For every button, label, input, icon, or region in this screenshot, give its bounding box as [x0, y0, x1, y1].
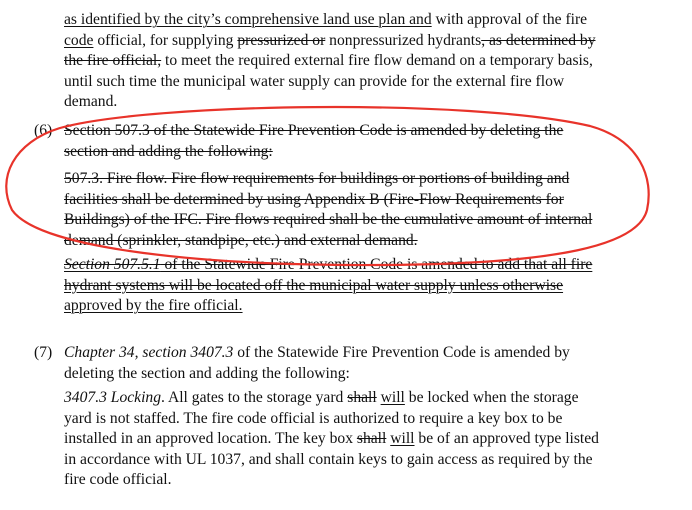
item-6-added-section	[64, 255, 674, 317]
text: to meet the required external fire flow demand on a temporary basis,	[161, 52, 593, 69]
section-line-4: in accordance with UL 1037, and shall contain keys to gain access as required by the	[64, 450, 593, 468]
deleted-line-3: Buildings) of the IFC. Fire flows required shall be the cumulative amount of internal	[64, 211, 593, 228]
intro-line-5: demand.	[64, 93, 118, 110]
text: installed in an approved location. The key box	[64, 430, 357, 447]
text: official, for supplying	[93, 31, 238, 49]
heading-line-2: deleting the section and adding the following:	[64, 364, 350, 382]
deleted-line-2: facilities shall be determined by using Appendix B (Fire-Flow Requirements for	[64, 190, 564, 208]
heading-line-1: Section 507.3 of the Statewide Fire Prevention Code is amended by deleting the	[64, 122, 564, 139]
text: . All gates to the storage yard	[161, 389, 348, 406]
heading-line-2: section and adding the following:	[64, 142, 273, 160]
added-line-2: hydrant systems will be located off the municipal water supply unless otherwise	[64, 276, 564, 294]
item-6-deleted-section	[64, 169, 674, 251]
item-6-heading	[64, 121, 674, 162]
underlined-text: code	[64, 31, 94, 49]
item-6-number: (6)	[34, 122, 53, 139]
struck-text: shall	[356, 430, 387, 447]
added-line-1	[64, 255, 674, 276]
text: be locked when the storage	[404, 389, 579, 406]
section-title: 3407.3 Locking	[64, 389, 162, 406]
section-reference: Chapter 34, section 3407.3	[64, 344, 234, 361]
underlined-struck-text: of the Statewide Fire Prevention Code is amended to add that all fire	[160, 256, 593, 273]
text: be of an approved type listed	[414, 430, 599, 447]
deleted-line-1: 507.3. Fire flow. Fire flow requirements for buildings or portions of building and	[64, 170, 570, 187]
added-line-3: approved by the fire official.	[64, 297, 243, 314]
item-7-section	[64, 388, 674, 491]
section-line-3	[64, 429, 674, 450]
struck-text: the fire official,	[64, 52, 162, 69]
item-7-number: (7)	[34, 344, 53, 361]
intro-line-4: until such time the municipal water supply can provide for the external fire flow	[64, 72, 565, 90]
item-7-heading	[64, 343, 674, 384]
section-reference: Section 507.5.1	[64, 256, 161, 273]
intro-line-3	[64, 51, 674, 72]
section-line-5: fire code official.	[64, 471, 172, 488]
text: of the Statewide Fire Prevention Code is amended by	[233, 344, 570, 361]
underlined-text: as identified by the city’s comprehensive land use plan and	[64, 11, 432, 28]
struck-text: pressurized or	[237, 31, 326, 49]
heading-line-1	[64, 343, 674, 364]
text: nonpressurized hydrants	[325, 31, 482, 49]
struck-text: , as determined by	[481, 31, 596, 49]
underlined-text: will	[390, 430, 415, 447]
text: with approval of the fire	[431, 11, 588, 28]
deleted-line-4: demand (sprinkler, standpipe, etc.) and external demand.	[64, 231, 418, 249]
underlined-text: will	[380, 389, 405, 406]
intro-paragraph	[64, 10, 674, 113]
section-line-2: yard is not staffed. The fire code official is authorized to require a key box to be	[64, 409, 563, 427]
struck-text: shall	[347, 389, 377, 406]
intro-line-1	[64, 10, 674, 31]
section-line-1	[64, 388, 674, 409]
intro-line-2	[64, 31, 674, 52]
